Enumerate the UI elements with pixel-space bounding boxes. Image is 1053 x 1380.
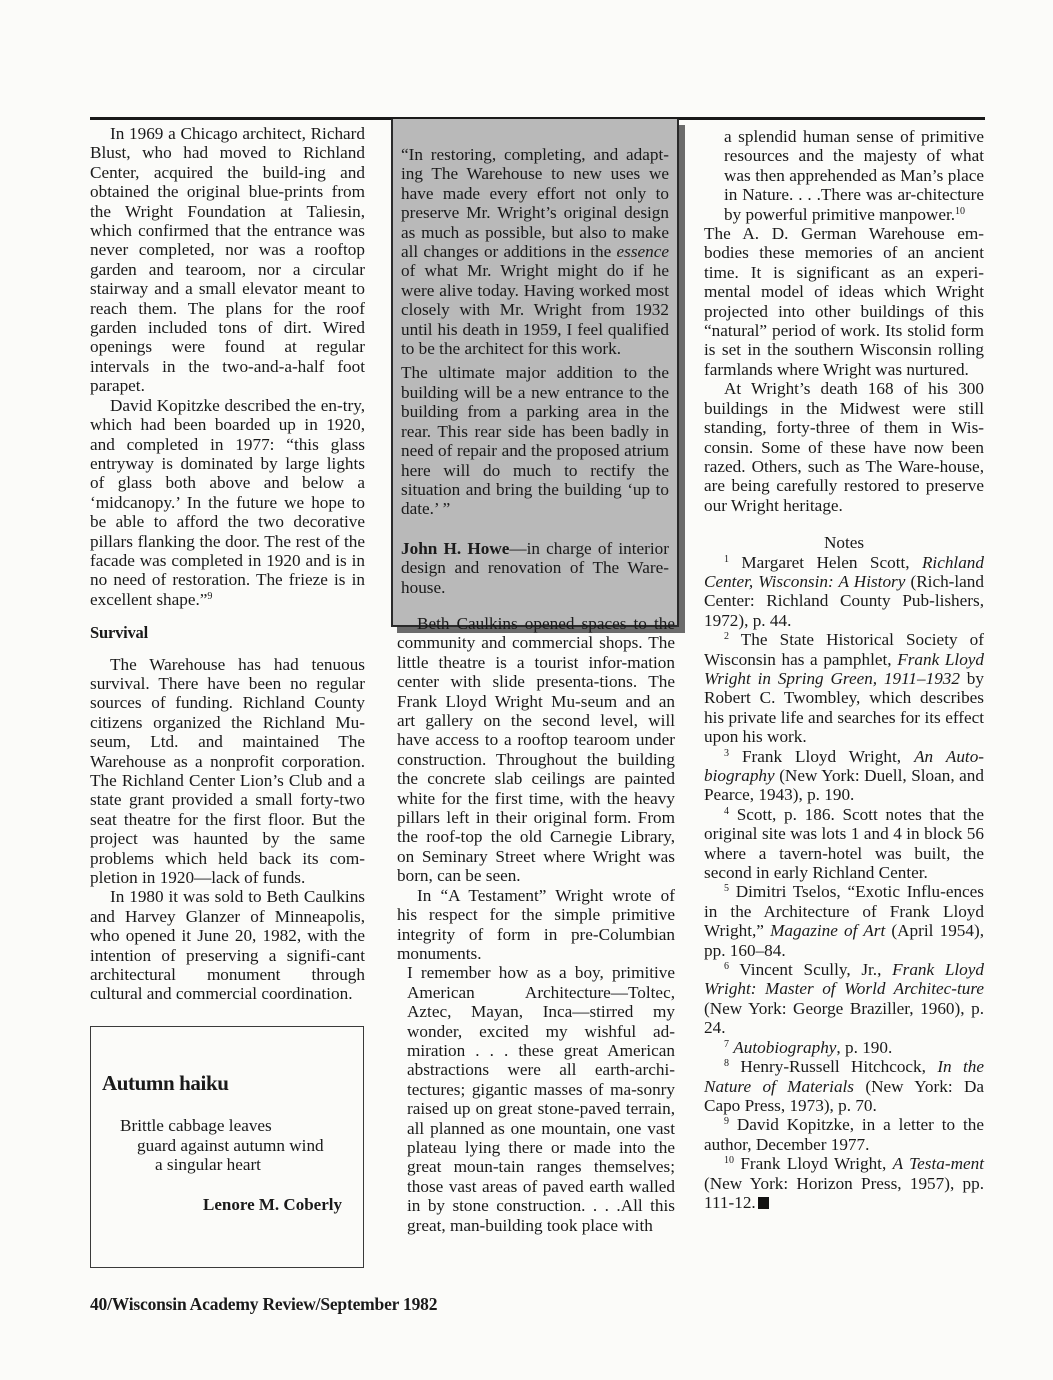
note-number: 8	[724, 1058, 729, 1070]
quote-paragraph: The ultimate major addition to the building will be a new entrance to the building from a parking area in the rear. This rear side has been badly in need of repair and the proposed atrium here will do much to rectify the situation and bring the building ‘up to date.’ ”	[401, 363, 669, 519]
note-title: Magazine of Art	[770, 921, 886, 941]
haiku-line: Brittle cabbage leaves	[120, 1116, 272, 1135]
note-number: 10	[724, 1155, 734, 1167]
note-item: $^9$ David Kopitzke, in a letter to the author, December 1977.	[704, 1115, 984, 1154]
note-item: $^6$ Vincent Scully, Jr., Frank Lloyd Wright: Master of World Architec-ture (New York: George Braziller, 1960), p. 24.	[704, 960, 985, 1038]
paragraph: The Warehouse has had tenuous survival. There have been no regular sources of funding. Richland County citizens organized the Richland Mu-seum, Ltd. and maintained The Warehouse as a nonprofit corporation. The Richland Center Lion’s Club and a state grant provided a small forty-two seat theatre for the first floor. But the project was haunted by the same problems which held back its com-pletion in 1920—lack of funds.	[90, 654, 365, 888]
note-number: 9	[724, 1116, 729, 1128]
left-column	[90, 124, 365, 1004]
paragraph: The A. D. German Warehouse em-bodies these memories of an ancient time. It is significant as an experi-mental model of ideas which Wright projected into other buildings of this “natural” period of work. Its stolid form is set in the southern Wisconsin rolling farmlands where Wright was nurtured.	[704, 224, 984, 379]
note-item: $^2$ The State Historical Society of Wisconsin has a pamphlet, Frank Lloyd Wright in Spring Green, 1911–1932 by Robert C. Twombley, which describes his private life and searches for its effect upon his work.	[704, 630, 985, 747]
note-number: 1	[724, 553, 729, 565]
end-mark-icon	[758, 1197, 769, 1209]
block-quote: I remember how as a boy, primitive American Architecture—Toltec, Aztec, Mayan, Inca—stirred my wonder, excited my wishful ad-miration . . . these great American abstractions were all earth-archi-tectures; gigantic masses of ma-sonry raised up on great stone-paved terrain, all planned as one mountain, one vast plateau lying there or made into the great moun-tain ranges themselves; those vast areas of paved earth walled in by stone construction. . . .All this great, man-building took place with	[407, 963, 675, 1235]
quote-paragraph: “In restoring, completing, and adapt-ing The Warehouse to new uses we have made every effort not only to preserve Mr. Wright’s original design as much as possible, but also to make all changes or additions in the essence of what Mr. Wright might do if he were alive today. Having worked most closely with Mr. Wright from 1932 until his death in 1959, I feel qualified to be the architect for this work.	[401, 145, 669, 359]
block-quote-continued: a splendid human sense of primitive resources and the majesty of what was then apprehended as Man’s place in Nature. . . .There was ar-chitecture by powerful primitive manpower.$^{10}$	[724, 127, 984, 224]
notes-list	[704, 553, 984, 1213]
note-item: $^3$ Frank Lloyd Wright, An Auto-biography (New York: Duell, Sloan, and Pearce, 1943), p. 190.	[704, 746, 985, 805]
note-item: $^4$ Scott, p. 186. Scott notes that the original site was lots 1 and 4 in block 56 where a tavern-hotel was built, the second in early Richland Center.	[704, 804, 984, 883]
note-item: $^{10}$ Frank Lloyd Wright, A Testa-ment (New York: Horizon Press, 1957), pp. 111-12.	[704, 1154, 984, 1212]
note-title: Frank Lloyd Wright: Master of World Architec-ture	[704, 960, 985, 999]
middle-column	[397, 614, 675, 1235]
haiku-line: a singular heart	[155, 1155, 261, 1174]
paragraph: At Wright’s death 168 of his 300 buildings in the Midwest were still standing, forty-three of them in Wis-consin. Some of these have now been razed. Others, such as The Ware-house, are being carefully restored to preserve our Wright heritage.	[704, 379, 984, 515]
paragraph: David Kopitzke described the en-try, which had been boarded up in 1920, and completed in 1977: “this glass entryway is dominated by large lights of glass both above and below a ‘midcanopy.’ In the future we hope to be able to afford the two decorative pillars flanking the door. The rest of the facade was completed in 1920 and is in no need of restoration. The frieze is in excellent shape.”$^9$	[90, 395, 365, 609]
paragraph: In 1980 it was sold to Beth Caulkins and Harvey Glanzer of Minneapolis, who opened it June 20, 1982, with the intention of preserving a signifi-cant architectural monument through cultural and commercial coordination.	[90, 887, 365, 1004]
paragraph: In “A Testament” Wright wrote of his respect for the simple primitive integrity of form in pre-Columbian monuments.	[397, 885, 675, 963]
paragraph: Beth Caulkins opened spaces to the community and commercial shops. The little theatre is a tourist infor-mation center with slide presenta-tions. The Frank Lloyd Wright Mu-seum and an art gallery on the second level, will have access to a rooftop tearoom under construction. Throughout the building the concrete slab ceilings are painted white for the first time, with the heavy pillars left in their original form. From the roof-top the old Carnegie Library, on Seminary Street where Wright was born, can be seen.	[397, 614, 675, 886]
note-number: 6	[724, 961, 729, 973]
note-title: An Auto-biography	[704, 746, 985, 785]
note-title: Richland Center, Wisconsin: A History	[704, 552, 984, 591]
note-title: A Testa-ment	[892, 1154, 984, 1174]
haiku-author: Lenore M. Coberly	[203, 1195, 342, 1214]
note-item: $^5$ Dimitri Tselos, “Exotic Influ-ences in the Architecture of Frank Lloyd Wright,” Magazine of Art (April 1954), pp. 160–84.	[704, 882, 984, 960]
note-title: In the Nature of Materials	[704, 1057, 984, 1096]
note-number: 3	[724, 747, 729, 759]
note-number: 7	[724, 1038, 729, 1050]
note-item: $^8$ Henry-Russell Hitchcock, In the Nature of Materials (New York: Da Capo Press, 1973), p. 70.	[704, 1057, 984, 1115]
right-column	[704, 127, 984, 1212]
note-title: Autobiography	[733, 1037, 837, 1057]
footnote-ref: 9	[207, 590, 213, 602]
note-number: 5	[724, 883, 729, 895]
note-item: $^1$ Margaret Helen Scott, Richland Center, Wisconsin: A History (Rich-land Center: Richland County Pub-lishers, 1972), p. 44.	[704, 552, 984, 630]
note-title: Frank Lloyd Wright in Spring Green, 1911–1932	[704, 649, 985, 688]
haiku-line: guard against autumn wind	[137, 1136, 324, 1155]
pull-quote-box	[391, 119, 679, 627]
note-number: 2	[724, 631, 729, 643]
section-heading: Survival	[90, 623, 148, 643]
note-number: 4	[724, 805, 729, 817]
footnote-ref: 10	[955, 205, 966, 217]
paragraph: In 1969 a Chicago architect, Richard Blust, who had moved to Richland Center, acquired the build-ing and obtained the original blue-prints from the Wright Foundation at Taliesin, which confirmed that the entrance was never completed, nor was a rooftop garden and tearoom, nor a circular stairway and a small elevator meant to reach them. The plans for the roof garden included tons of dirt. Wired openings were found at regular intervals in the two-and-a-half foot parapet.	[90, 124, 365, 396]
haiku-box	[90, 1026, 364, 1268]
notes-heading: Notes	[823, 533, 865, 553]
note-item: $^7$ Autobiography, p. 190.	[724, 1037, 893, 1057]
haiku-title: Autumn haiku	[102, 1071, 229, 1095]
page-footer: 40/Wisconsin Academy Review/September 1982	[90, 1294, 438, 1314]
quote-credit: John H. Howe—in charge of interior design and renovation of The Ware-house.	[401, 538, 669, 597]
